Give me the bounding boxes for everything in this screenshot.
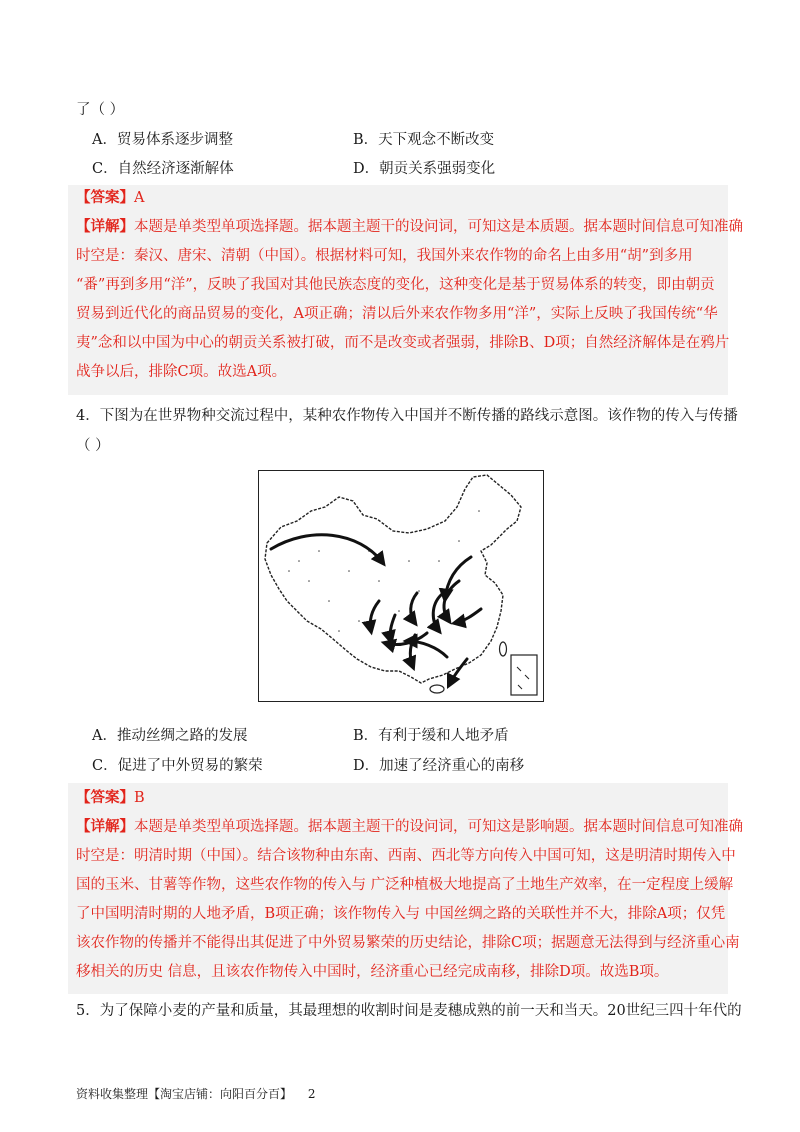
q4-option-b[interactable]: B．有利于缓和人地矛盾 bbox=[353, 728, 509, 744]
q4-answer-line bbox=[76, 788, 145, 808]
china-outline bbox=[265, 475, 521, 683]
q3-answer-box bbox=[68, 185, 743, 395]
crop-spread-map bbox=[258, 470, 544, 702]
q4-detail-line-1 bbox=[76, 817, 743, 837]
q3-detail-line-3: “番”再到多用“洋”，反映了我国对其他民族态度的变化，这种变化是基于贸易体系的转变，即由朝贡 bbox=[76, 277, 715, 293]
hainan-island bbox=[430, 685, 444, 693]
q3-detail-text-1: 本题是单类型单项选择题。据本题主题干的设问词，可知这是本质题。据本题时间信息可知准确 bbox=[134, 219, 743, 235]
q4-detail-line-5: 该农作物的传播并不能得出其促进了中外贸易繁荣的历史结论，排除C项；据题意无法得到与经济重心南 bbox=[76, 935, 740, 951]
q4-detail-line-3: 国的玉米、甘薯等作物，这些农作物的传入与 广泛种植极大地提高了土地生产效率，在一定程度上缓解 bbox=[76, 877, 734, 893]
q3-option-c[interactable]: C．自然经济逐渐解体 bbox=[92, 161, 234, 177]
q3-detail-tag: 【详解】 bbox=[76, 218, 134, 235]
q3-detail-line-5: 夷”念和以中国为中心的朝贡关系被打破，而不是改变或者强弱，排除B、D项；自然经济解体是在鸦片 bbox=[76, 335, 730, 351]
q4-answer-value: B bbox=[134, 790, 145, 806]
q3-detail-line-2: 时空是：秦汉、唐宋、清朝（中国）。根据材料可知，我国外来农作物的命名上由多用“胡”到多用 bbox=[76, 248, 693, 264]
q3-option-b[interactable]: B．天下观念不断改变 bbox=[353, 132, 495, 148]
q3-option-a[interactable]: A．贸易体系逐步调整 bbox=[92, 132, 233, 148]
taiwan-island bbox=[500, 642, 507, 656]
q5-stem-line-1: 5．为了保障小麦的产量和质量，其最理想的收割时间是麦穗成熟的前一天和当天。20世纪三四十年代的 bbox=[76, 1003, 742, 1019]
q3-answer-value: A bbox=[134, 190, 145, 206]
q3-detail-line-4: 贸易到近代化的商品贸易的变化，A项正确；清以后外来农作物多用“洋”，实际上反映了我国传统“华 bbox=[76, 306, 718, 322]
q4-detail-text-1: 本题是单类型单项选择题。据本题主题干的设问词，可知这是影响题。据本题时间信息可知准确 bbox=[134, 819, 743, 835]
page-footer bbox=[76, 1085, 315, 1102]
footer-source: 资料收集整理【淘宝店铺：向阳百分百】 bbox=[76, 1087, 293, 1101]
q3-option-d[interactable]: D．朝贡关系强弱变化 bbox=[353, 161, 496, 177]
page-number: 2 bbox=[307, 1087, 316, 1101]
q4-option-d[interactable]: D．加速了经济重心的南移 bbox=[353, 758, 525, 774]
q3-answer-line bbox=[76, 188, 144, 208]
q4-answer-box bbox=[68, 783, 743, 994]
q4-detail-tag: 【详解】 bbox=[76, 818, 134, 835]
q4-stem-line-2: （ ） bbox=[76, 438, 110, 454]
q3-answer-tag: 【答案】 bbox=[76, 189, 134, 206]
q4-option-c[interactable]: C．促进了中外贸易的繁荣 bbox=[92, 758, 263, 774]
q4-stem-line-1: 4．下图为在世界物种交流过程中，某种农作物传入中国并不断传播的路线示意图。该作物的传入与传播 bbox=[76, 408, 738, 424]
q3-stem-tail: 了（ ） bbox=[76, 102, 125, 118]
q3-detail-line-6: 战争以后，排除C项。故选A项。 bbox=[76, 364, 287, 380]
q3-detail-line-1 bbox=[76, 217, 743, 237]
spread-route-arrows bbox=[271, 535, 481, 685]
q4-option-a[interactable]: A．推动丝绸之路的发展 bbox=[92, 728, 248, 744]
south-sea-inset bbox=[511, 655, 537, 695]
q4-answer-tag: 【答案】 bbox=[76, 789, 134, 806]
q4-detail-line-4: 了中国明清时期的人地矛盾，B项正确；该作物传入与 中国丝绸之路的关联性并不大，排除A项；仅凭 bbox=[76, 906, 726, 922]
china-map-illustration bbox=[259, 471, 542, 700]
q4-detail-line-2: 时空是：明清时期（中国）。结合该物种由东南、西南、西北等方向传入中国可知，这是明清时期传入中 bbox=[76, 848, 736, 864]
q4-detail-line-6: 移相关的历史 信息，且该农作物传入中国时，经济重心已经完成南移，排除D项。故选B项。 bbox=[76, 964, 669, 980]
